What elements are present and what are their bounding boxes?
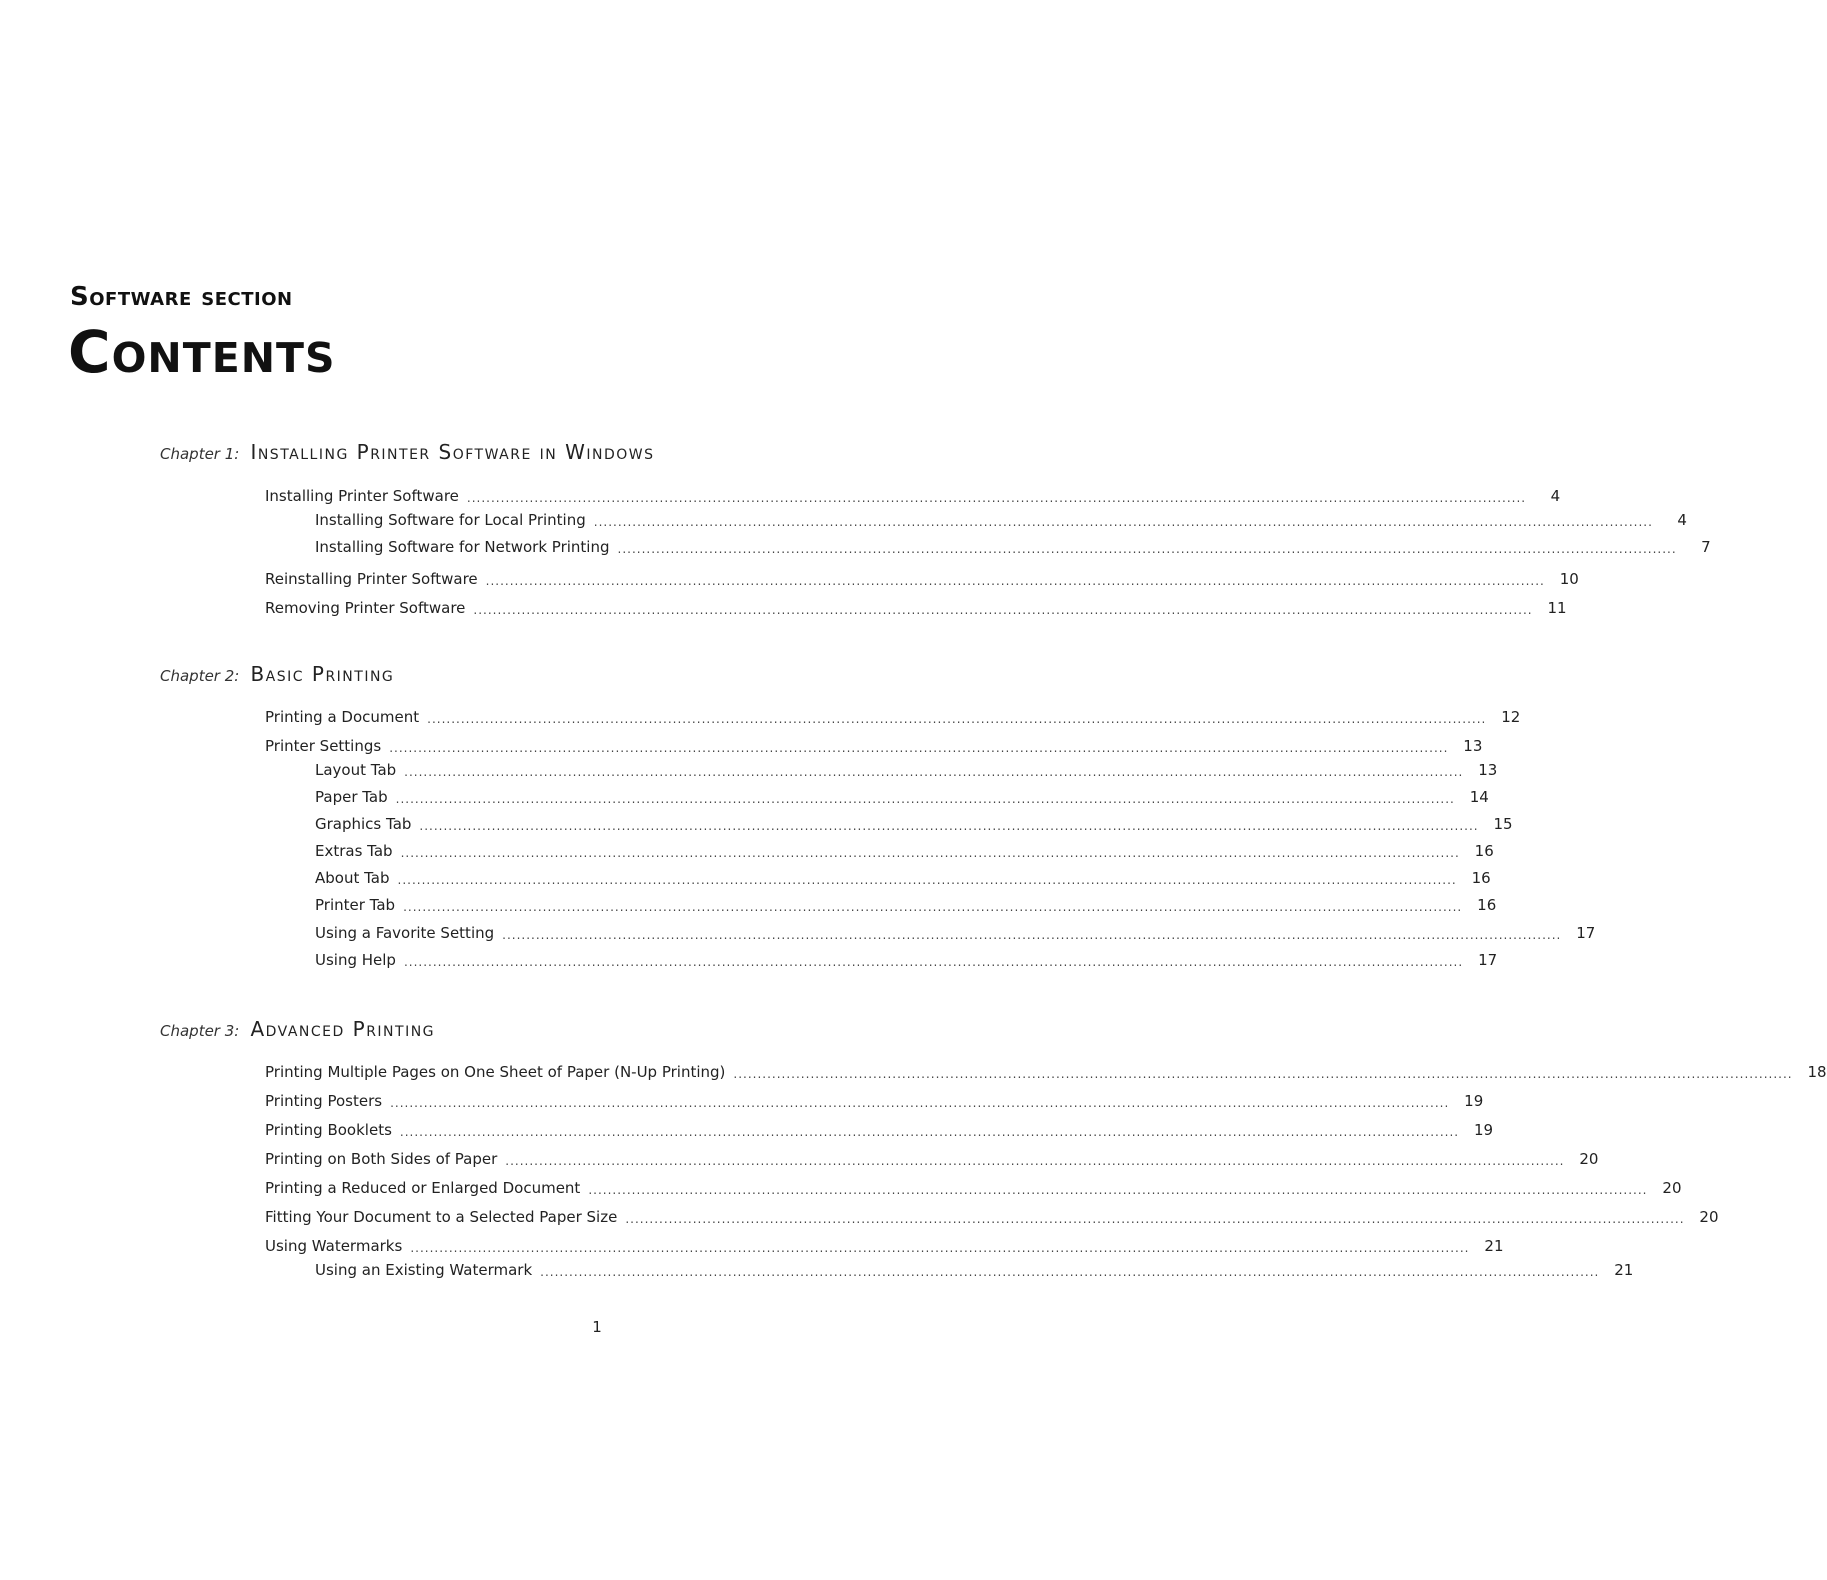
toc-entry[interactable] [315, 811, 1513, 833]
toc-page-number: 4 [1550, 487, 1561, 505]
toc-page-number: 19 [1464, 1092, 1484, 1110]
toc-entry-title: Printer Tab [315, 896, 396, 914]
toc-entry[interactable] [265, 1146, 1599, 1168]
toc-entry[interactable] [315, 507, 1687, 529]
toc-entry-title: Using a Favorite Setting [315, 924, 495, 942]
chapter-heading-1 [160, 440, 655, 464]
toc-page-number: 17 [1478, 951, 1498, 969]
dot-leader: ............................................................................................................................................................................................................................ [540, 1265, 1600, 1279]
dot-leader: ............................................................................................................................................................................................................................ [502, 928, 1562, 942]
chapter-prefix: Chapter 1: [160, 445, 240, 463]
toc-page-number: 11 [1547, 599, 1567, 617]
dot-leader: ............................................................................................................................................................................................................................ [588, 1183, 1648, 1197]
dot-leader: ............................................................................................................................................................................................................................ [395, 792, 1455, 806]
toc-entry-title: Printing a Reduced or Enlarged Document [265, 1179, 581, 1197]
dot-leader: ............................................................................................................................................................................................................................ [466, 491, 1527, 505]
dot-leader: ............................................................................................................................................................................................................................ [400, 846, 1460, 860]
toc-page-number: 14 [1469, 788, 1489, 806]
dot-leader: ............................................................................................................................................................................................................................ [410, 1241, 1470, 1255]
toc-page-number: 21 [1484, 1237, 1504, 1255]
dot-leader: ............................................................................................................................................................................................................................ [427, 712, 1487, 726]
toc-page-number: 13 [1478, 761, 1498, 779]
toc-page-number: 20 [1579, 1150, 1599, 1168]
toc-entry-title: Printer Settings [265, 737, 382, 755]
chapter-heading-2 [160, 662, 394, 686]
dot-leader: ............................................................................................................................................................................................................................ [389, 741, 1449, 755]
chapter-title: Basic Printing [250, 662, 395, 686]
toc-entry[interactable] [315, 920, 1596, 942]
toc-entry[interactable] [265, 483, 1561, 505]
toc-entry[interactable] [265, 1204, 1719, 1226]
toc-entry[interactable] [315, 534, 1711, 556]
toc-entry-title: Printing Posters [265, 1092, 383, 1110]
dot-leader: ............................................................................................................................................................................................................................ [473, 603, 1533, 617]
toc-entry[interactable] [265, 704, 1521, 726]
toc-entry-title: Using an Existing Watermark [315, 1261, 533, 1279]
dot-leader: ............................................................................................................................................................................................................................ [625, 1212, 1685, 1226]
dot-leader: ............................................................................................................................................................................................................................ [403, 900, 1463, 914]
dot-leader: ............................................................................................................................................................................................................................ [593, 515, 1653, 529]
dot-leader: ............................................................................................................................................................................................................................ [485, 574, 1545, 588]
chapter-prefix: Chapter 2: [160, 667, 240, 685]
toc-page-number: 17 [1576, 924, 1596, 942]
toc-entry-title: Using Help [315, 951, 396, 969]
toc-entry[interactable] [315, 892, 1497, 914]
toc-entry[interactable] [315, 784, 1489, 806]
toc-page-number: 21 [1614, 1261, 1634, 1279]
toc-entry-title: Graphics Tab [315, 815, 412, 833]
toc-page-number: 16 [1474, 842, 1494, 860]
toc-entry-title: Using Watermarks [265, 1237, 403, 1255]
toc-entry-title: About Tab [315, 869, 390, 887]
toc-entry-title: Reinstalling Printer Software [265, 570, 478, 588]
dot-leader: ............................................................................................................................................................................................................................ [617, 542, 1677, 556]
toc-entry[interactable] [265, 1233, 1504, 1255]
toc-entry[interactable] [265, 566, 1579, 588]
toc-page-number: 7 [1701, 538, 1711, 556]
toc-page-number: 16 [1477, 896, 1497, 914]
toc-entry[interactable] [265, 595, 1567, 617]
chapter-title: Installing Printer Software in Windows [250, 440, 655, 464]
toc-entry[interactable] [315, 838, 1494, 860]
toc-page-number: 4 [1677, 511, 1687, 529]
toc-entry[interactable] [265, 1088, 1484, 1110]
toc-entry-title: Removing Printer Software [265, 599, 466, 617]
toc-entry[interactable] [315, 1257, 1634, 1279]
dot-leader: ............................................................................................................................................................................................................................ [397, 873, 1457, 887]
dot-leader: ............................................................................................................................................................................................................................ [404, 765, 1464, 779]
toc-entry-title: Printing Booklets [265, 1121, 392, 1139]
dot-leader: ............................................................................................................................................................................................................................ [399, 1125, 1460, 1139]
toc-page-number: 15 [1493, 815, 1513, 833]
dot-leader: ............................................................................................................................................................................................................................ [403, 955, 1464, 969]
toc-page-number: 13 [1463, 737, 1483, 755]
toc-entry-title: Printing Multiple Pages on One Sheet of Paper (N-Up Printing) [265, 1063, 726, 1081]
toc-page-number: 19 [1474, 1121, 1494, 1139]
page-number: 1 [592, 1318, 602, 1336]
toc-entry[interactable] [265, 1059, 1827, 1081]
page-title: Contents [68, 318, 336, 386]
dot-leader: ............................................................................................................................................................................................................................ [733, 1067, 1793, 1081]
toc-page-number: 20 [1699, 1208, 1719, 1226]
toc-entry[interactable] [315, 865, 1491, 887]
dot-leader: ............................................................................................................................................................................................................................ [505, 1154, 1565, 1168]
toc-entry[interactable] [265, 733, 1483, 755]
toc-entry-title: Printing on Both Sides of Paper [265, 1150, 498, 1168]
toc-page-number: 18 [1807, 1063, 1827, 1081]
chapter-heading-3 [160, 1017, 435, 1041]
toc-page-number: 20 [1662, 1179, 1682, 1197]
toc-entry-title: Layout Tab [315, 761, 397, 779]
toc-page-number: 12 [1501, 708, 1521, 726]
toc-entry-title: Installing Software for Local Printing [315, 511, 586, 529]
toc-entry[interactable] [315, 757, 1498, 779]
chapter-prefix: Chapter 3: [160, 1022, 240, 1040]
toc-entry[interactable] [265, 1117, 1494, 1139]
toc-page-number: 10 [1559, 570, 1579, 588]
toc-entry-title: Printing a Document [265, 708, 420, 726]
toc-entry[interactable] [315, 947, 1498, 969]
toc-entry-title: Extras Tab [315, 842, 393, 860]
toc-entry-title: Paper Tab [315, 788, 388, 806]
toc-entry-title: Installing Software for Network Printing [315, 538, 610, 556]
section-label: Software section [70, 282, 293, 312]
chapter-title: Advanced Printing [250, 1017, 436, 1041]
toc-entry-title: Installing Printer Software [265, 487, 459, 505]
toc-entry-title: Fitting Your Document to a Selected Paper Size [265, 1208, 618, 1226]
dot-leader: ............................................................................................................................................................................................................................ [419, 819, 1479, 833]
dot-leader: ............................................................................................................................................................................................................................ [390, 1096, 1450, 1110]
toc-page-number: 16 [1471, 869, 1491, 887]
toc-entry[interactable] [265, 1175, 1682, 1197]
